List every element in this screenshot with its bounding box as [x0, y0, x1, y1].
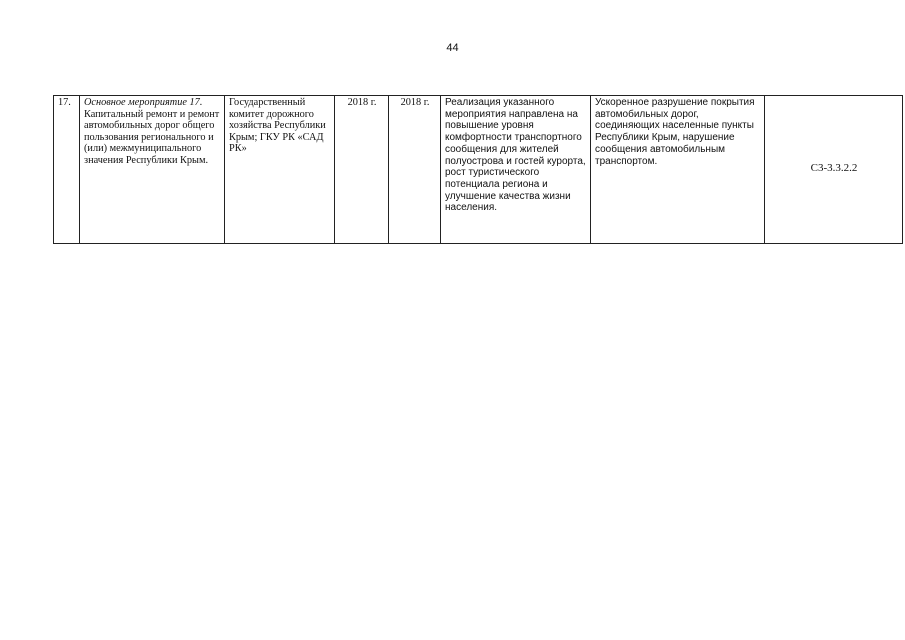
expected-result-text: Реализация указанного мероприятия направлена на повышение уровня комфортности транспортного сообщения для жителей полуострова и гостей курорта, рост туристического потенциала региона и улучшение качества жизни населения.	[445, 97, 586, 214]
end-year: 2018 г.	[400, 97, 430, 108]
indicator-link: С3-3.3.2.2	[810, 162, 858, 175]
program-table	[53, 95, 903, 244]
row-number: 17.	[58, 97, 71, 108]
start-year-cell	[335, 96, 389, 244]
indicator-link-cell	[765, 96, 903, 244]
row-number-cell	[54, 96, 80, 244]
consequences-text: Ускоренное разрушение покрытия автомобильных дорог, соединяющих населенные пункты Республики Крым, нарушение сообщения автомобильным транспортом.	[595, 97, 755, 167]
end-year-cell	[389, 96, 441, 244]
consequences-cell	[591, 96, 765, 244]
event-title-italic: Основное мероприятие 17.	[84, 97, 203, 108]
start-year: 2018 г.	[347, 97, 377, 108]
executor-cell	[225, 96, 335, 244]
event-description: Капитальный ремонт и ремонт автомобильных дорог общего пользования регионального и (или) межмуниципального значения Республики Крым.	[84, 108, 220, 166]
executor-text: Государственный комитет дорожного хозяйства Республики Крым; ГКУ РК «САД РК»	[229, 97, 326, 155]
event-cell	[80, 96, 225, 244]
table-row	[54, 96, 903, 244]
expected-result-cell	[441, 96, 591, 244]
page-number: 44	[446, 42, 459, 54]
